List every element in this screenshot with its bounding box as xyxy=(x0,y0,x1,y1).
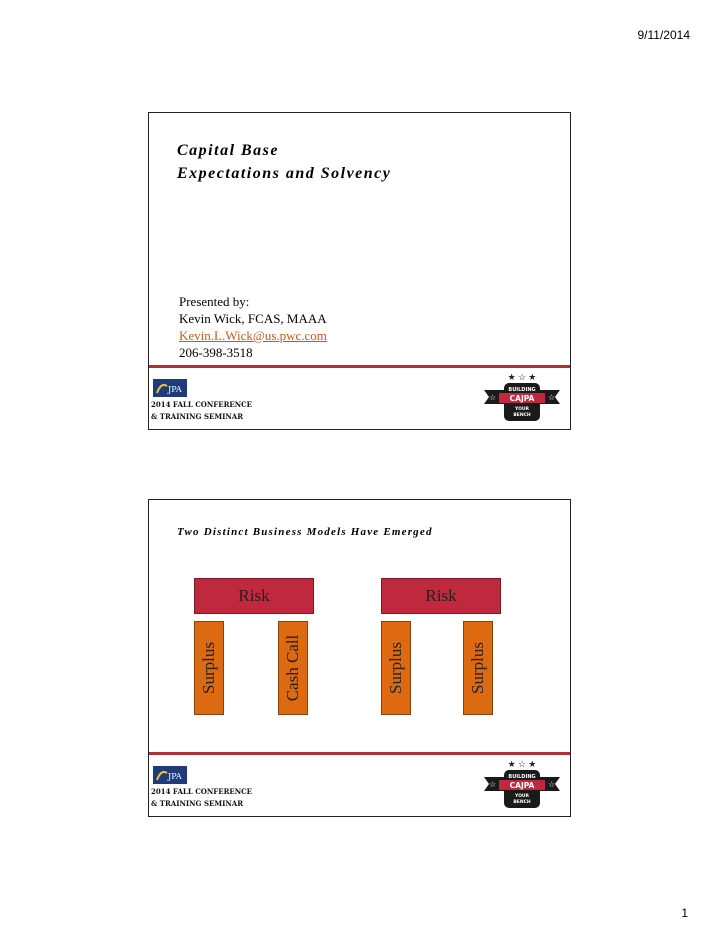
svg-text:☆: ☆ xyxy=(489,780,497,789)
pillar-label: Surplus xyxy=(199,642,218,694)
svg-text:★ ☆ ★: ★ ☆ ★ xyxy=(507,372,537,382)
model1-pillar-right xyxy=(278,621,308,715)
slide-title-heading xyxy=(177,139,391,185)
page-number: 1 xyxy=(681,906,688,920)
model1-risk-roof: Risk xyxy=(194,578,314,614)
conference-footer-text xyxy=(151,399,252,423)
pillar-label: Surplus xyxy=(386,642,405,694)
model2-pillar-left xyxy=(381,621,411,715)
model2-pillar-right xyxy=(463,621,493,715)
conference-footer-text xyxy=(151,786,252,810)
presented-by-label: Presented by: xyxy=(179,294,250,309)
title-line-1: Capital Base xyxy=(177,142,280,159)
svg-text:☆: ☆ xyxy=(548,780,556,789)
svg-text:BUILDING: BUILDING xyxy=(508,387,536,393)
footer-line-1: 2014 FALL CONFERENCE xyxy=(151,787,253,796)
capja-logo-icon xyxy=(153,766,187,784)
svg-text:★ ☆ ★: ★ ☆ ★ xyxy=(507,759,537,769)
footer-line-2: & TRAINING SEMINAR xyxy=(151,799,244,808)
building-your-bench-badge-icon xyxy=(481,758,563,814)
building-your-bench-badge-icon xyxy=(481,371,563,427)
model1-pillar-left xyxy=(194,621,224,715)
slide-business-models-heading: Two Distinct Business Models Have Emerged xyxy=(177,526,433,538)
footer-line-1: 2014 FALL CONFERENCE xyxy=(151,400,253,409)
presenter-email-link[interactable]: Kevin.L.Wick@us.pwc.com xyxy=(179,328,327,343)
svg-text:☆: ☆ xyxy=(489,393,497,402)
svg-text:CAJPA: CAJPA xyxy=(509,781,535,790)
model2-risk-roof: Risk xyxy=(381,578,501,614)
footer-divider xyxy=(149,752,570,755)
presenter-phone: 206-398-3518 xyxy=(179,345,253,360)
svg-text:BUILDING: BUILDING xyxy=(508,774,536,780)
presenter-info xyxy=(179,293,327,361)
slide-business-models xyxy=(148,499,571,817)
svg-text:BENCH: BENCH xyxy=(513,413,531,418)
svg-text:JPA: JPA xyxy=(168,385,182,394)
svg-text:CAJPA: CAJPA xyxy=(509,394,535,403)
svg-text:☆: ☆ xyxy=(548,393,556,402)
footer-line-2: & TRAINING SEMINAR xyxy=(151,412,244,421)
page-date: 9/11/2014 xyxy=(637,28,690,42)
capja-logo-icon xyxy=(153,379,187,397)
title-line-2: Expectations and Solvency xyxy=(177,165,392,182)
svg-text:YOUR: YOUR xyxy=(514,407,530,412)
svg-text:BENCH: BENCH xyxy=(513,800,531,805)
pillar-label: Cash Call xyxy=(283,634,302,702)
presenter-name: Kevin Wick, FCAS, MAAA xyxy=(179,311,327,326)
svg-text:YOUR: YOUR xyxy=(514,794,530,799)
svg-text:JPA: JPA xyxy=(168,772,182,781)
slide-title xyxy=(148,112,571,430)
footer-divider xyxy=(149,365,570,368)
pillar-label: Surplus xyxy=(468,642,487,694)
